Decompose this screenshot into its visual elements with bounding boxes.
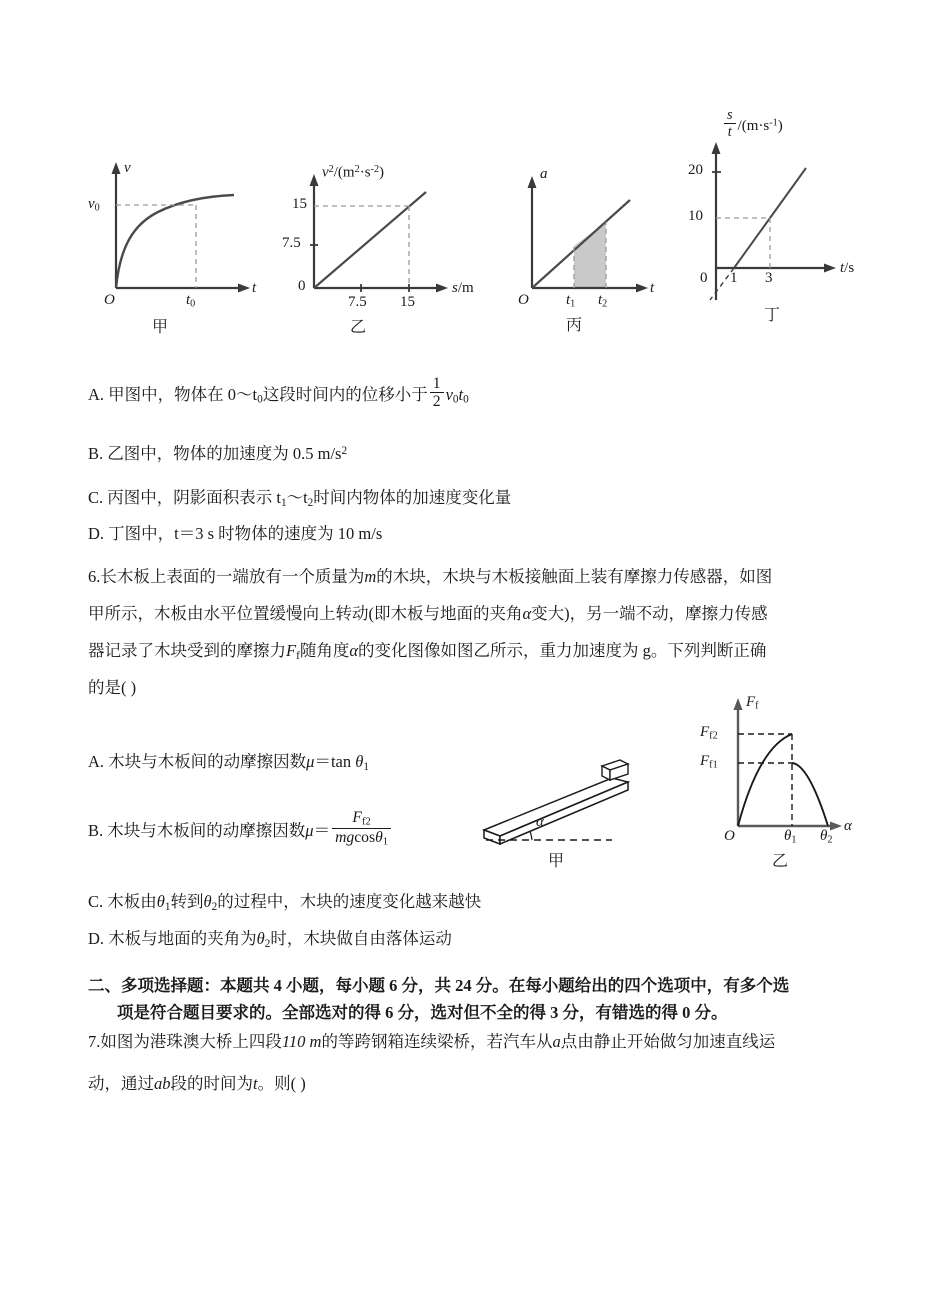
q6-option-b-mu: μ [305,821,314,841]
q5-option-c-prefix: C. 丙图中，阴影面积表示 t [88,488,281,507]
q6-option-a [88,748,369,773]
q6-line1-a: 6.长木板上表面的一端放有一个质量为 [88,567,365,586]
v0-subscript: 0 [94,202,100,214]
axis-label-alpha: α [844,818,852,834]
one-half-fraction: $\frac{1}{2}$ [430,376,444,411]
x-tick-t1 [566,292,575,310]
y-tick-10: 10 [688,208,703,224]
origin-label-ding: 0 [700,270,708,286]
figure-jia-velocity-time [88,150,270,336]
y-tick-7p5: 7.5 [282,235,301,251]
q6-friction-symbol: F [286,641,297,660]
q6-option-a-theta-sub: 1 [363,760,369,773]
origin-label-jia: O [104,292,115,308]
t1-subscript: 1 [570,298,576,310]
tick-label-t0 [186,292,195,310]
q7-time-t: t [253,1074,258,1093]
origin-label-bing: O [518,292,529,308]
figure-q6-yi-caption: 乙 [772,853,789,870]
q6-option-c: C. 木板由$\theta_1$转到$\theta_2$的过程中，木块的速度变化越来越快 [88,892,482,913]
q6-line-2 [88,600,768,624]
origin-label-q6yi: O [724,828,735,844]
y-tick-20: 20 [688,162,703,178]
q7-line1-b: 的等跨钢箱连续梁桥，若汽车从 [321,1032,553,1051]
q5-option-a-v-sub: 0 [452,393,459,406]
q6-line-3 [88,637,766,662]
y-tick-Ff1: $F_{f1}$ [700,753,718,771]
v0-symbol: v [88,196,95,212]
q5-option-b-text: B. 乙图中，物体的加速度为 0.5 m/s [88,444,342,463]
t0-symbol: t [186,292,191,308]
q6-alpha-symbol-1: α [522,604,532,623]
q7-line1-a: 7.如图为港珠澳大桥上四段 [88,1032,282,1051]
q6-option-d: D. 木板与地面的夹角为$\theta_2$时，木块做自由落体运动 [88,929,452,950]
q6-friction-subscript: f [296,649,300,662]
q6-line3-b: 随角度 [299,641,350,660]
q5-option-a-t: t [458,384,464,404]
q5-option-c-mid: ～t [286,488,308,507]
figure-caption-yi: 乙 [350,319,367,336]
q6-alpha-symbol-2: α [349,641,359,660]
q6-line-1 [88,563,772,587]
q7-line2-b: 段的时间为 [170,1074,253,1093]
figure-caption-bing: 丙 [566,317,583,334]
q6-option-b [88,808,393,851]
q6-mass-symbol: m [364,567,377,586]
axis-label-s-over-t [722,106,783,142]
q6-line2-a: 甲所示，木板由水平位置缓慢向上转动(即木板与地面的夹角 [88,604,523,623]
origin-label-yi: 0 [298,278,306,294]
q6-line3-a: 器记录了木块受到的摩擦力 [88,641,286,660]
t0-subscript: 0 [190,298,196,310]
figure-caption-ding: 丁 [764,307,781,324]
axis-label-v-squared: $v^2/(m^2\cdot s^{-2})$ [322,164,385,181]
q5-option-a-t-sub: 0 [463,393,469,406]
t1-symbol: t [566,292,571,308]
angle-label-alpha: α [536,814,544,830]
q5-option-a-mid: 这段时间内的位移小于 [262,384,428,404]
figure-q6-yi-friction-graph [688,690,878,870]
q6-option-b-prefix: B. 木块与木板间的动摩擦因数 [88,821,306,841]
section-two-heading-line1: 二、多项选择题：本题共 4 小题，每小题 6 分，共 24 分。在每小题给出的四个选项中，有多个选 [88,976,790,995]
tick-label-v0 [88,196,100,214]
axis-label-a: a [540,166,548,182]
s-over-t-units: $/(m\cdot s^{-1})$ [737,117,783,135]
q7-line2-c: 。则( ) [257,1074,306,1093]
q5-option-a [88,374,469,413]
q7-line-1 [88,1028,775,1052]
q5-option-a-v: v [445,384,453,404]
s-over-t-fraction: $\frac{s}{t}$ [724,108,736,140]
q7-line-2 [88,1070,306,1094]
figure-ding-s-over-t [688,106,878,324]
axis-label-t: t [252,280,257,296]
x-tick-theta1: $\theta_1$ [784,828,797,846]
x-tick-15: 15 [400,294,415,310]
q6-option-c-prefix: C. 木板由 [88,892,157,911]
q7-line1-c: 点由静止开始做匀加速直线运 [560,1032,776,1051]
q6-line3-c: 的变化图像如图乙所示，重力加速度为 g。下列判断正确 [358,641,767,660]
q5-option-b [88,440,347,464]
mu-fraction-numerator: $F_{f2}$ [352,808,371,828]
axis-label-t-s: t/s [840,260,855,276]
figure-q6-jia-caption: 甲 [548,853,565,870]
q5-option-c-sub2: 2 [307,496,314,509]
q6-option-a-mu: μ [306,752,315,771]
axis-label-t-bing: t [650,280,655,296]
q5-option-c-tail: 时间内物体的加速度变化量 [313,488,512,507]
x-tick-7p5: 7.5 [348,294,367,310]
figure-q6-jia-inclined-board [468,752,668,870]
q5-option-c-sub1: 1 [280,496,287,509]
axis-label-Ff: $F_f$ [746,694,759,712]
x-tick-t2 [598,292,607,310]
q5-option-a-prefix: A. 甲图中，物体在 0～t [88,384,258,404]
figure-yi-vsquared-s [282,150,478,336]
axis-label-s-m: s/m [452,280,474,296]
q6-option-b-eq: ＝ [313,821,331,841]
x-tick-3: 3 [765,270,773,286]
q6-line1-b: 的木块，木块与木板接触面上装有摩擦力传感器，如图 [376,567,773,586]
q5-option-d: D. 丁图中，t＝3 s 时物体的速度为 10 m/s [88,524,383,543]
mu-fraction-denominator: mgcosθ$_1$ [332,828,391,849]
q6-option-a-eq: ＝tan [314,752,352,771]
figure-bing-acceleration-time [518,160,678,334]
q7-span-unit: m [309,1032,322,1051]
y-tick-Ff2: $F_{f2}$ [700,724,718,742]
t2-symbol: t [598,292,603,308]
q6-option-d-prefix: D. 木板与地面的夹角为 [88,929,257,948]
axis-label-v: v [124,160,131,176]
q6-line-4: 的是( ) [88,678,137,697]
mu-fraction [332,810,391,849]
q7-point-a: a [552,1032,561,1051]
q5-option-c [88,484,511,509]
section-two-heading-line2: 项是符合题目要求的。全部选对的得 6 分，选对但不全的得 3 分，有错选的得 0 分。 [117,1003,728,1022]
q6-line2-b: 变大)，另一端不动，摩擦力传感 [531,604,768,623]
x-tick-1: 1 [730,270,738,286]
q7-segment-ab: ab [154,1074,171,1093]
figure-caption-jia: 甲 [152,319,169,336]
q5-option-b-sup: 2 [341,444,348,457]
y-tick-15: 15 [292,196,307,212]
q7-span-length: 110 [281,1032,306,1051]
q6-option-a-theta: θ [355,752,364,771]
q7-line2-a: 动，通过 [88,1074,154,1093]
q6-option-a-prefix: A. 木块与木板间的动摩擦因数 [88,752,307,771]
t2-subscript: 2 [602,298,608,310]
x-tick-theta2: $\theta_2$ [820,828,833,846]
q5-option-a-sub: 0 [257,393,263,406]
